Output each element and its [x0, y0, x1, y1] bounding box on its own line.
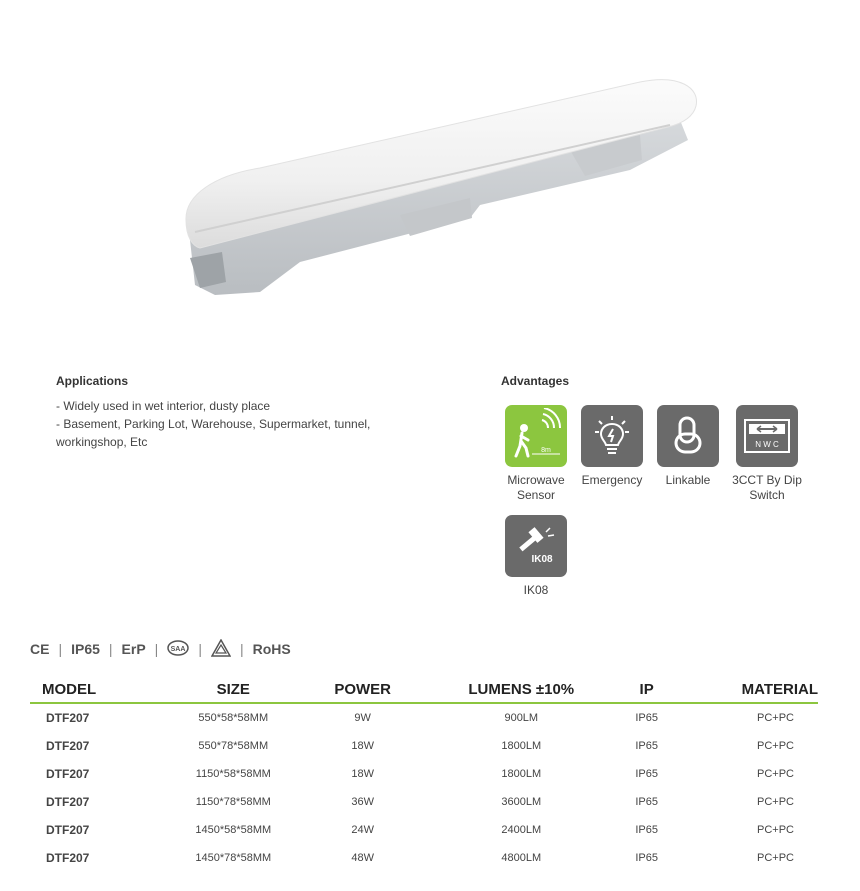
- cell-size: 550*58*58MM: [198, 712, 269, 724]
- ce-mark-icon: CE: [30, 641, 50, 657]
- col-header-material: MATERIAL: [741, 680, 818, 698]
- separator: |: [58, 641, 63, 657]
- cell-material: PC+PC: [757, 796, 794, 808]
- advantage-ik08: [491, 515, 581, 598]
- certifications-row: [30, 638, 291, 660]
- advantage-linkable: [643, 405, 733, 488]
- cell-material: PC+PC: [757, 740, 794, 752]
- cell-power: 24W: [351, 824, 374, 836]
- advantage-3cct-dip-switch: [722, 405, 812, 503]
- cell-ip: IP65: [635, 852, 658, 864]
- cell-size: 550*78*58MM: [198, 740, 269, 752]
- cell-size: 1150*58*58MM: [195, 768, 271, 780]
- dip-switch-text: N W C: [755, 440, 779, 449]
- rcm-mark-icon: [211, 639, 231, 660]
- advantage-label: Linkable: [665, 473, 711, 487]
- cell-ip: IP65: [635, 712, 658, 724]
- cell-lumens: 1800LM: [501, 768, 542, 780]
- col-header-power: POWER: [334, 680, 391, 698]
- hammer-icon: [505, 515, 567, 577]
- col-header-model: MODEL: [42, 680, 97, 698]
- cell-power: 18W: [351, 768, 374, 780]
- dip-switch-icon: [736, 405, 798, 467]
- ik-rating-text: IK08: [531, 554, 553, 565]
- table-row: [30, 816, 818, 844]
- cell-power: 18W: [351, 740, 374, 752]
- separator: |: [108, 641, 113, 657]
- separator: |: [198, 641, 202, 657]
- cell-size: 1450*78*58MM: [195, 852, 272, 864]
- advantages-title: Advantages: [501, 374, 570, 388]
- cell-lumens: 2400LM: [501, 824, 542, 836]
- cell-ip: IP65: [635, 824, 658, 836]
- advantage-label: 3CCT By Dip Switch: [732, 473, 802, 502]
- sensor-range-text: 8m: [541, 447, 551, 454]
- saa-mark-icon: [167, 640, 189, 659]
- microwave-sensor-icon: [505, 405, 567, 467]
- link-icon: [657, 405, 719, 467]
- applications-title: Applications: [56, 374, 129, 388]
- table-row: [30, 760, 818, 788]
- cell-material: PC+PC: [757, 768, 794, 780]
- cell-ip: IP65: [635, 740, 658, 752]
- cell-model: DTF207: [46, 739, 90, 753]
- rohs-mark: RoHS: [252, 641, 291, 657]
- cell-size: 1150*78*58MM: [195, 796, 271, 808]
- cell-model: DTF207: [46, 711, 90, 725]
- table-header-row: [30, 676, 818, 703]
- cell-power: 48W: [351, 852, 374, 864]
- cell-lumens: 4800LM: [501, 852, 542, 864]
- cell-lumens: 900LM: [504, 712, 539, 724]
- separator: |: [239, 641, 244, 657]
- ip65-mark: IP65: [71, 641, 100, 657]
- cell-model: DTF207: [46, 767, 90, 781]
- table-row: [30, 732, 818, 760]
- cell-material: PC+PC: [757, 852, 794, 864]
- saa-mark-text: SAA: [170, 645, 186, 653]
- advantage-label: IK08: [523, 583, 549, 597]
- cell-lumens: 3600LM: [501, 796, 542, 808]
- cell-ip: IP65: [635, 796, 658, 808]
- cell-material: PC+PC: [757, 824, 794, 836]
- erp-mark: ErP: [121, 641, 146, 657]
- separator: |: [154, 641, 159, 657]
- cell-model: DTF207: [46, 851, 90, 865]
- cell-material: PC+PC: [757, 712, 794, 724]
- cell-size: 1450*58*58MM: [195, 824, 272, 836]
- application-line: - Widely used in wet interior, dusty place: [56, 399, 271, 413]
- col-header-lumens: LUMENS ±10%: [468, 680, 575, 698]
- cell-lumens: 1800LM: [501, 740, 542, 752]
- table-row: [30, 844, 818, 872]
- table-row: [30, 703, 818, 732]
- col-header-ip: IP: [639, 680, 654, 698]
- emergency-bulb-icon: [581, 405, 643, 467]
- product-image: [0, 0, 860, 340]
- cell-power: 36W: [351, 796, 374, 808]
- advantage-label: Microwave Sensor: [507, 473, 565, 502]
- cell-ip: IP65: [635, 768, 658, 780]
- application-line: - Basement, Parking Lot, Warehouse, Supermarket, tunnel, workingshop, Etc: [56, 417, 371, 449]
- table-row: [30, 788, 818, 816]
- advantage-label: Emergency: [581, 473, 643, 487]
- spec-table: [30, 676, 818, 872]
- cell-power: 9W: [354, 712, 371, 724]
- col-header-size: SIZE: [216, 680, 250, 698]
- cell-model: DTF207: [46, 795, 90, 809]
- cell-model: DTF207: [46, 823, 90, 837]
